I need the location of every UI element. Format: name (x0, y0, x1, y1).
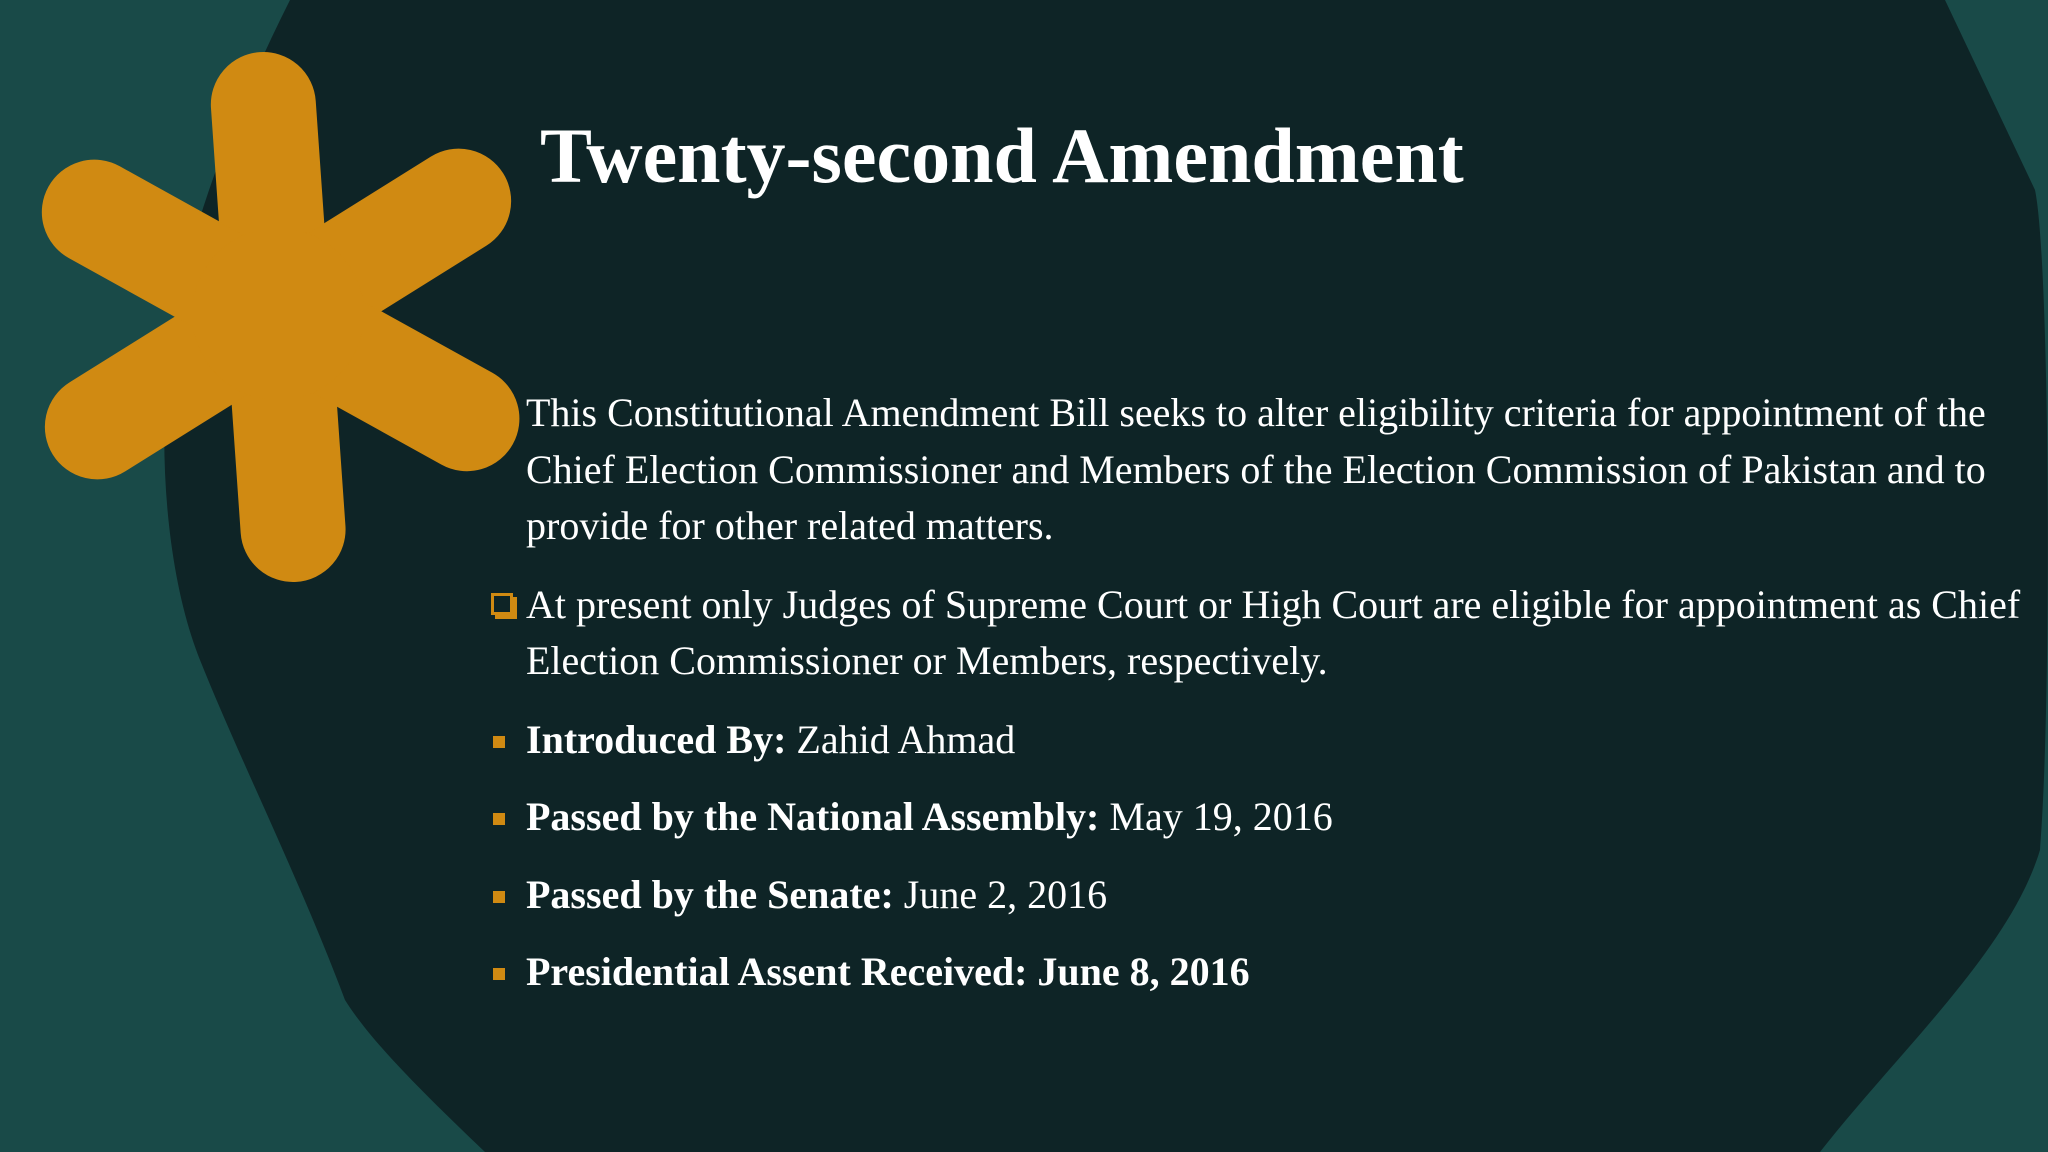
paragraph-text-2: At present only Judges of Supreme Court or High Court are eligible for appointment as Chief Election Commissioner or Members, respectively. (526, 581, 2021, 683)
square-bullet-icon (493, 813, 505, 825)
slide-title: Twenty-second Amendment (540, 112, 1464, 199)
paragraph-item-2 (488, 577, 2028, 690)
fact-label: Presidential Assent Received: (526, 949, 1028, 994)
fact-passed-national-assembly (488, 789, 2028, 845)
checkbox-bullet-icon (491, 401, 513, 423)
slide-body (488, 385, 2028, 1022)
fact-label: Passed by the National Assembly: (526, 794, 1100, 839)
fact-presidential-assent (488, 944, 2028, 1000)
fact-introduced-by (488, 712, 2028, 768)
fact-value: June 8, 2016 (1037, 949, 1250, 994)
fact-value: Zahid Ahmad (796, 716, 1016, 762)
fact-value: May 19, 2016 (1109, 794, 1333, 839)
paragraph-text-1: This Constitutional Amendment Bill seeks to alter eligibility criteria for appointment of the Chief Election Commissioner and Members of the Election Commission of Pakistan and to provide for other related matters. (526, 390, 1986, 548)
square-bullet-icon (493, 736, 505, 748)
fact-label: Introduced By: (526, 716, 787, 762)
paragraph-item-1 (488, 385, 2028, 555)
fact-value: June 2, 2016 (903, 871, 1108, 917)
square-bullet-icon (493, 968, 505, 980)
fact-label: Passed by the Senate: (526, 871, 894, 917)
fact-passed-senate (488, 867, 2028, 923)
checkbox-bullet-icon (491, 593, 513, 615)
square-bullet-icon (493, 891, 505, 903)
